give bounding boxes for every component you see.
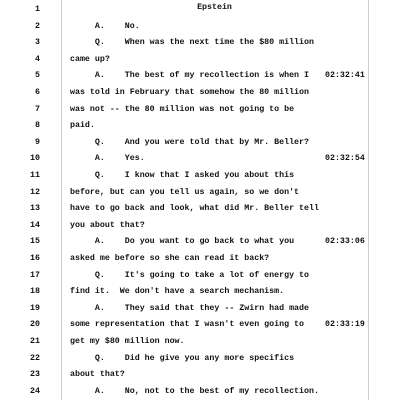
line-text: A. Yes. [70,154,145,164]
line-number: 23 [30,370,40,380]
transcript-line [0,234,400,250]
transcript-line [0,35,400,51]
transcript-line [0,351,400,367]
line-text: Q. I know that I asked you about this [70,171,295,180]
line-number: 18 [30,287,40,297]
transcript-line [0,185,400,201]
line-text: have to go back and look, what did Mr. Beller tell [70,204,319,214]
transcript-line [0,102,400,118]
timestamp: 02:33:06 [325,237,365,247]
line-number: 5 [35,71,40,81]
line-number: 17 [30,270,40,280]
line-text: Q. And you were told that by Mr. Beller? [70,137,309,147]
line-number: 10 [30,154,40,164]
line-text: Q. When was the next time the $80 million [70,38,314,48]
transcript-line [0,317,400,333]
transcript-line [0,2,400,18]
transcript-line [0,201,400,217]
line-number: 12 [30,187,40,197]
line-text: you about that? [70,220,145,230]
transcript-line [0,151,400,167]
line-number: 19 [30,303,40,313]
line-text: find it. We don't have a search mechanism. [70,287,285,297]
line-text: Q. Did he give you any more specifics [70,353,295,363]
line-text: was told in February that somehow the 80 million [70,88,309,97]
transcript-line [0,284,400,300]
line-number: 15 [30,237,40,247]
line-number: 8 [35,121,40,131]
line-number: 16 [30,254,40,263]
transcript-line [0,118,400,134]
line-text: A. They said that they -- Zwirn had made [70,303,309,313]
transcript-line [0,334,400,350]
transcript-line [0,251,400,267]
line-text: Q. It's going to take a lot of energy to [70,270,309,280]
line-number: 4 [35,54,40,64]
line-number: 21 [30,337,40,346]
transcript-line [0,301,400,317]
transcript-line [0,384,400,400]
line-number: 24 [30,386,40,396]
line-number: 3 [35,38,40,48]
line-text: A. The best of my recollection is when I [70,71,309,81]
line-number: 11 [30,171,40,180]
line-text: A. No. [70,21,140,31]
line-number: 20 [30,320,40,330]
line-text: A. Do you want to go back to what you [70,237,295,247]
line-text: some representation that I wasn't even going to [70,320,305,330]
transcript-line [0,85,400,101]
transcript-line [0,218,400,234]
transcript-line [0,19,400,35]
line-text: before, but can you tell us again, so we don't [70,187,300,197]
line-text: paid. [70,121,95,131]
line-number: 22 [30,353,40,363]
line-text: asked me before so she can read it back? [70,254,270,263]
line-number: 9 [35,137,40,147]
line-number: 2 [35,21,40,31]
transcript-line [0,135,400,151]
line-text: get my $80 million now. [70,337,185,346]
line-text: A. No, not to the best of my recollection. [70,386,319,396]
transcript-line [0,367,400,383]
timestamp: 02:33:19 [325,320,365,330]
line-text: about that? [70,370,125,380]
timestamp: 02:32:54 [325,154,365,164]
timestamp: 02:32:41 [325,71,365,81]
line-number: 7 [35,104,40,114]
transcript-line [0,68,400,84]
transcript-line [0,168,400,184]
line-text: came up? [70,54,110,64]
line-text: was not -- the 80 million was not going to be [70,104,295,114]
page-header: Epstein [197,3,232,12]
transcript-line [0,268,400,284]
transcript-line [0,52,400,68]
line-number: 14 [30,220,40,230]
line-number: 1 [35,5,40,14]
line-number: 6 [35,88,40,97]
line-number: 13 [30,204,40,214]
